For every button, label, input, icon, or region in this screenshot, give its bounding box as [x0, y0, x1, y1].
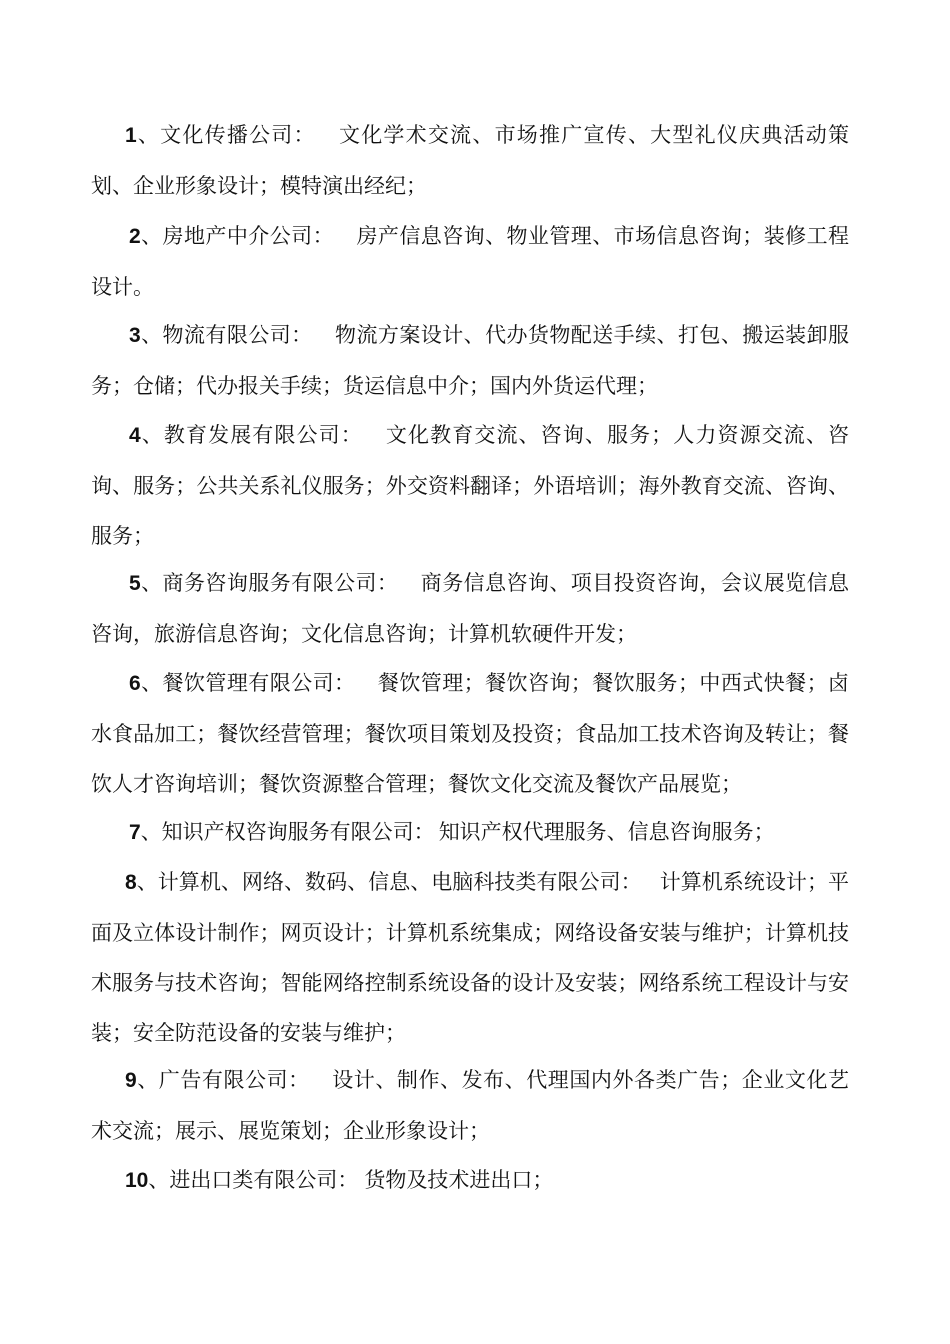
item-number: 6	[129, 672, 141, 695]
item-number: 7	[129, 821, 141, 844]
list-item-3	[91, 310, 849, 411]
list-item-6	[91, 658, 849, 809]
list-item-10	[91, 1155, 849, 1206]
item-number: 9	[125, 1069, 137, 1092]
company-type: 、餐饮管理有限公司：	[140, 671, 356, 695]
company-type: 、教育发展有限公司：	[140, 423, 363, 447]
item-number: 5	[129, 572, 141, 595]
business-scope: 货物及技术进出口；	[364, 1168, 554, 1192]
item-number: 8	[125, 871, 137, 894]
company-type: 、文化传播公司：	[136, 123, 316, 147]
list-item-7	[91, 807, 849, 858]
company-type: 、计算机、网络、数码、信息、电脑科技类有限公司：	[136, 870, 642, 894]
item-number: 10	[125, 1169, 149, 1192]
list-item-5	[91, 558, 849, 659]
item-number: 2	[129, 225, 141, 248]
business-scope: 物流方案设计、代办货物配送手续、打包、搬运装卸服务；仓储；代办报关手续；货运信息中介；国内外货运代理；	[91, 323, 850, 398]
list-item-4	[91, 410, 849, 561]
business-scope: 餐饮管理；餐饮咨询；餐饮服务；中西式快餐；卤水食品加工；餐饮经营管理；餐饮项目策划及投资；食品加工技术咨询及转让；餐饮人才咨询培训；餐饮资源整合管理；餐饮文化交流及餐饮产品展览；	[91, 671, 850, 796]
business-scope: 知识产权代理服务、信息咨询服务；	[438, 820, 775, 844]
company-type: 、广告有限公司：	[136, 1068, 310, 1092]
item-number: 3	[129, 324, 141, 347]
list-item-2	[91, 211, 849, 312]
list-item-8	[91, 857, 849, 1058]
company-type: 、房地产中介公司：	[140, 224, 335, 248]
company-type: 、商务咨询服务有限公司：	[140, 571, 399, 595]
business-scope: 文化教育交流、咨询、服务；人力资源交流、咨询、服务；公共关系礼仪服务；外交资料翻译；外语培训；海外教育交流、咨询、服务；	[91, 423, 850, 548]
item-number: 4	[129, 424, 141, 447]
company-type: 、物流有限公司：	[140, 323, 313, 347]
item-number: 1	[125, 124, 137, 147]
company-type: 、进出口类有限公司：	[148, 1168, 359, 1192]
company-type: 、知识产权咨询服务有限公司：	[140, 820, 435, 844]
business-scope: 商务信息咨询、项目投资咨询，会议展览信息咨询，旅游信息咨询；文化信息咨询；计算机软硬件开发；	[91, 571, 850, 646]
business-scope: 文化学术交流、市场推广宣传、大型礼仪庆典活动策划、企业形象设计；模特演出经纪；	[91, 123, 850, 198]
list-item-9	[91, 1055, 849, 1156]
business-scope: 设计、制作、发布、代理国内外各类广告；企业文化艺术交流；展示、展览策划；企业形象设计；	[91, 1068, 850, 1143]
business-scope: 计算机系统设计；平面及立体设计制作；网页设计；计算机系统集成；网络设备安装与维护；计算机技术服务与技术咨询；智能网络控制系统设备的设计及安装；网络系统工程设计与安装；安全防范设备的安装与维护；	[91, 870, 850, 1045]
business-scope: 房产信息咨询、物业管理、市场信息咨询；装修工程设计。	[91, 224, 850, 299]
list-item-1	[91, 110, 849, 211]
